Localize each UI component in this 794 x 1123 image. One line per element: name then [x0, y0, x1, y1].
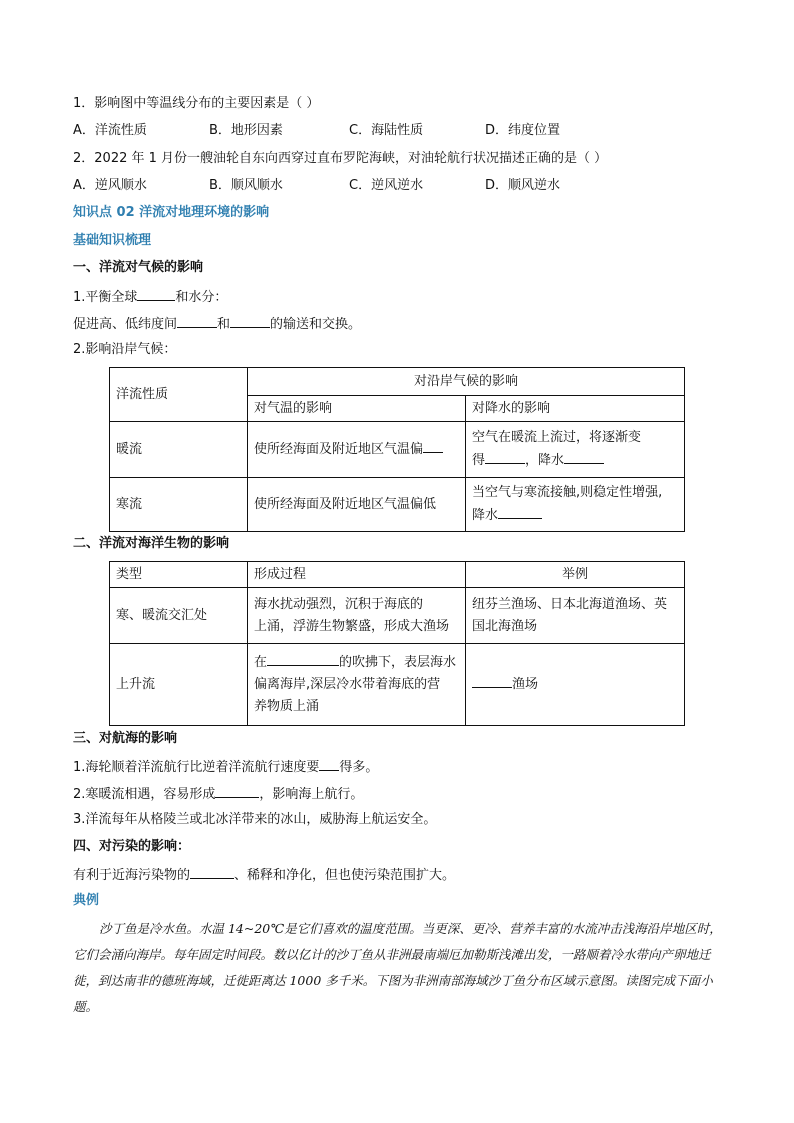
- q1-option-d[interactable]: D．纬度位置: [485, 123, 561, 138]
- q2-option-b[interactable]: B．顺风顺水: [209, 178, 283, 193]
- part1-line1: [73, 286, 227, 308]
- text: 促进高、低纬度间: [73, 317, 178, 332]
- text: 得: [472, 453, 486, 468]
- text: 2.寒暖流相遇，容易形成: [73, 787, 216, 802]
- text: ，降水: [525, 453, 565, 468]
- fill-blank[interactable]: [423, 438, 443, 453]
- fill-blank[interactable]: [215, 783, 259, 798]
- text: 国北海渔场: [472, 618, 538, 634]
- fill-blank[interactable]: [319, 756, 339, 771]
- row2-example: [466, 644, 685, 726]
- text: 、稀释和净化，但也使污染范围扩大。: [234, 868, 456, 883]
- header-impact: 对沿岸气候的影响: [248, 368, 685, 396]
- fill-blank[interactable]: [472, 673, 512, 688]
- text: 海水扰动强烈，沉积于海底的: [254, 596, 424, 612]
- text-line: [472, 504, 678, 527]
- part4-line1: [73, 864, 455, 886]
- text: 的输送和交换。: [270, 317, 362, 332]
- part3-line2: [73, 783, 363, 805]
- text: 有利于近海污染物的: [73, 868, 191, 883]
- row1-example: [466, 588, 685, 644]
- q1-option-b[interactable]: B．地形因素: [209, 123, 283, 138]
- header-temp: 对气温的影响: [248, 396, 466, 422]
- part3-heading: 三、对航海的影响: [73, 731, 178, 746]
- text: 纽芬兰渔场、日本北海道渔场、英: [472, 596, 668, 612]
- q1-option-c[interactable]: C．海陆性质: [349, 123, 424, 138]
- fill-blank[interactable]: [177, 313, 217, 328]
- row1-type: 寒、暖流交汇处: [110, 588, 248, 644]
- q2-option-a[interactable]: A．逆风顺水: [73, 178, 147, 193]
- q1-option-a[interactable]: A．洋流性质: [73, 123, 147, 138]
- text: 养物质上涌: [254, 699, 320, 714]
- text: 得多。: [339, 760, 379, 775]
- header-type: 类型: [110, 562, 248, 588]
- header-property: 洋流性质: [110, 368, 248, 422]
- text: 1.平衡全球: [73, 290, 138, 305]
- fill-blank[interactable]: [190, 864, 234, 879]
- row2-type: 上升流: [110, 644, 248, 726]
- question-2-stem: 2．2022 年 1 月份一艘油轮自东向西穿过直布罗陀海峡，对油轮航行状况描述正确的是（ ）: [73, 151, 608, 166]
- marine-life-table: [109, 561, 685, 726]
- text: 使所经海面及附近地区气温偏: [254, 442, 424, 457]
- part4-heading: 四、对污染的影响：: [73, 839, 191, 854]
- text: 在: [254, 655, 268, 670]
- header-precip: 对降水的影响: [466, 396, 685, 422]
- row-warm-precip: [466, 422, 685, 478]
- example-label: 典例: [73, 893, 100, 908]
- question-2-options: [73, 176, 560, 196]
- text-line: [472, 449, 678, 472]
- text: 渔场: [512, 677, 539, 692]
- part1-heading: 一、洋流对气候的影响: [73, 260, 204, 275]
- text: 上涌，浮游生物繁盛，形成大渔场: [254, 618, 450, 634]
- row2-process: [248, 644, 466, 726]
- text: 降水: [472, 508, 499, 523]
- fill-blank[interactable]: [267, 651, 339, 666]
- text: 的吹拂下，表层海水: [339, 655, 457, 670]
- text: 当空气与寒流接触,则稳定性增强,: [472, 485, 663, 500]
- row1-process: [248, 588, 466, 644]
- q2-option-d[interactable]: D．顺风逆水: [485, 178, 561, 193]
- header-example: 举例: [466, 562, 685, 588]
- section-subtitle: 基础知识梳理: [73, 233, 152, 248]
- fill-blank[interactable]: [498, 504, 542, 519]
- header-process: 形成过程: [248, 562, 466, 588]
- question-1-options: [73, 121, 560, 141]
- row-warm-label: 暖流: [110, 422, 248, 478]
- part1-line2: [73, 313, 361, 335]
- text: 和水分：: [175, 290, 228, 305]
- fill-blank[interactable]: [230, 313, 270, 328]
- row-cold-label: 寒流: [110, 478, 248, 532]
- row-cold-temp: 使所经海面及附近地区气温偏低: [248, 478, 466, 532]
- part1-line3: 2.影响沿岸气候：: [73, 342, 177, 357]
- part3-line3: 3.洋流每年从格陵兰或北冰洋带来的冰山，威胁海上航运安全。: [73, 812, 437, 827]
- row-cold-precip: [466, 478, 685, 532]
- fill-blank[interactable]: [137, 286, 175, 301]
- q2-option-c[interactable]: C．逆风逆水: [349, 178, 424, 193]
- example-paragraph: 沙丁鱼是冷水鱼。水温 14~20℃是它们喜欢的温度范围。当更深、更冷、营养丰富的水流冲击浅海沿岸地区时，它们会涌向海岸。每年固定时间段。数以亿计的沙丁鱼从非洲最南端厄加勒斯浅滩出发，一路顺着冷水带向产卵地迁徙，到达南非的德班海域，迁徙距离达 1000 多千米。下图为非洲南部海域沙丁鱼分布区域示意图。读图完成下面小题。: [73, 921, 722, 1014]
- climate-impact-table: [109, 367, 685, 532]
- text: ，影响海上航行。: [259, 787, 364, 802]
- text: 1.海轮顺着洋流航行比逆着洋流航行速度要: [73, 760, 320, 775]
- part3-line1: [73, 756, 378, 778]
- part2-heading: 二、洋流对海洋生物的影响: [73, 536, 230, 551]
- question-1-stem: 1．影响图中等温线分布的主要因素是（ ）: [73, 96, 320, 111]
- fill-blank[interactable]: [485, 449, 525, 464]
- fill-blank[interactable]: [564, 449, 604, 464]
- row-warm-temp: [248, 422, 466, 478]
- text: 和: [217, 317, 231, 332]
- text: 偏离海岸,深层冷水带着海底的营: [254, 677, 441, 692]
- section-title: 知识点 02 洋流对地理环境的影响: [73, 205, 270, 220]
- text: 空气在暖流上流过，将逐渐变: [472, 430, 642, 445]
- text-line: [254, 651, 459, 674]
